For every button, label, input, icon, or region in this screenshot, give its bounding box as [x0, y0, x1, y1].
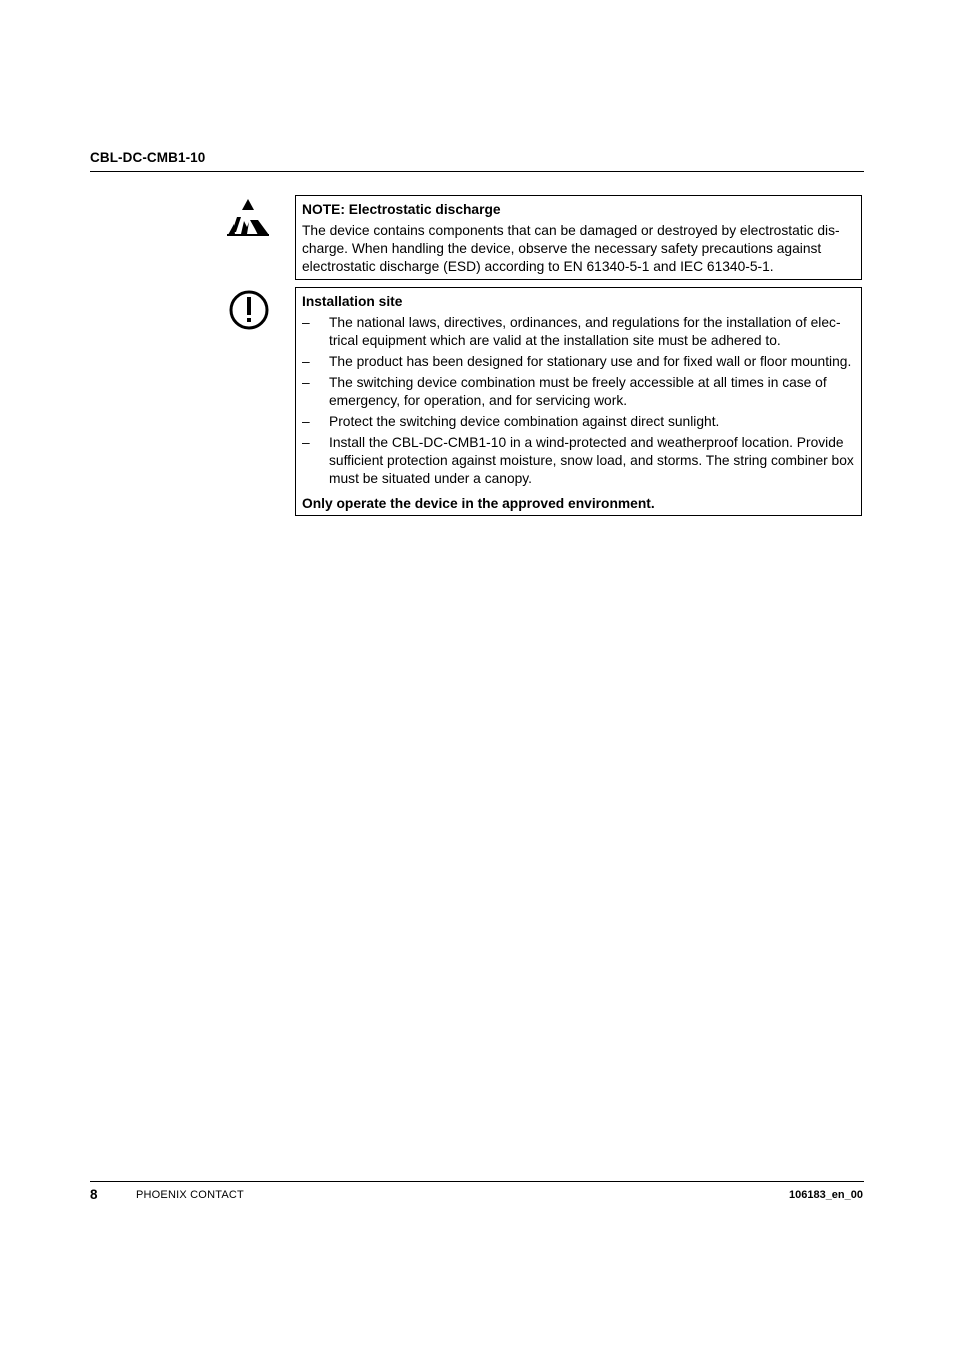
list-item-text: The switching device combination must be freely accessible at all times in case of emergency, for operation, and for servicing work.: [329, 375, 827, 408]
document-code: 106183_en_00: [788, 1189, 863, 1201]
header-divider: [90, 171, 864, 172]
esd-notice-box: [295, 195, 862, 280]
esd-warning-icon: [225, 196, 271, 238]
list-item-text: Protect the switching device combination against direct sunlight.: [329, 414, 720, 429]
installation-closing-note: Only operate the device in the approved environment.: [302, 496, 655, 511]
list-dash: –: [302, 354, 310, 369]
list-item: [302, 374, 855, 410]
list-item: [302, 413, 855, 431]
list-dash: –: [302, 315, 310, 330]
list-item-text: Install the CBL-DC-CMB1-10 in a wind-protected and weatherproof location. Provide sufficient protection against moisture, snow load, and storms. The string combiner box must be situated under a canopy.: [329, 435, 854, 486]
document-title: CBL-DC-CMB1-10: [90, 150, 206, 165]
esd-notice-title: NOTE: Electrostatic discharge: [302, 202, 501, 217]
company-name: PHOENIX CONTACT: [136, 1189, 244, 1201]
attention-icon: [228, 289, 270, 331]
page-number: 8: [90, 1187, 98, 1202]
installation-notice-box: [295, 287, 862, 516]
list-item-text: The national laws, directives, ordinances, and regulations for the installation of elec-trical equipment which are valid at the installation site must be adhered to.: [329, 315, 841, 348]
installation-requirements-list: [302, 314, 855, 488]
list-item-text: The product has been designed for stationary use and for fixed wall or floor mounting.: [329, 354, 852, 369]
list-dash: –: [302, 435, 310, 450]
list-item: [302, 353, 855, 371]
list-item: [302, 314, 855, 350]
list-dash: –: [302, 414, 310, 429]
footer-divider: [90, 1181, 864, 1182]
installation-notice-title: Installation site: [302, 294, 403, 309]
esd-notice-text: The device contains components that can be damaged or destroyed by electrostatic dis-charge. When handling the device, observe the necessary safety precautions against electrostatic discharge (ESD) according to EN 61340-5-1 and IEC 61340-5-1.: [302, 223, 840, 274]
list-dash: –: [302, 375, 310, 390]
list-item: [302, 434, 855, 488]
